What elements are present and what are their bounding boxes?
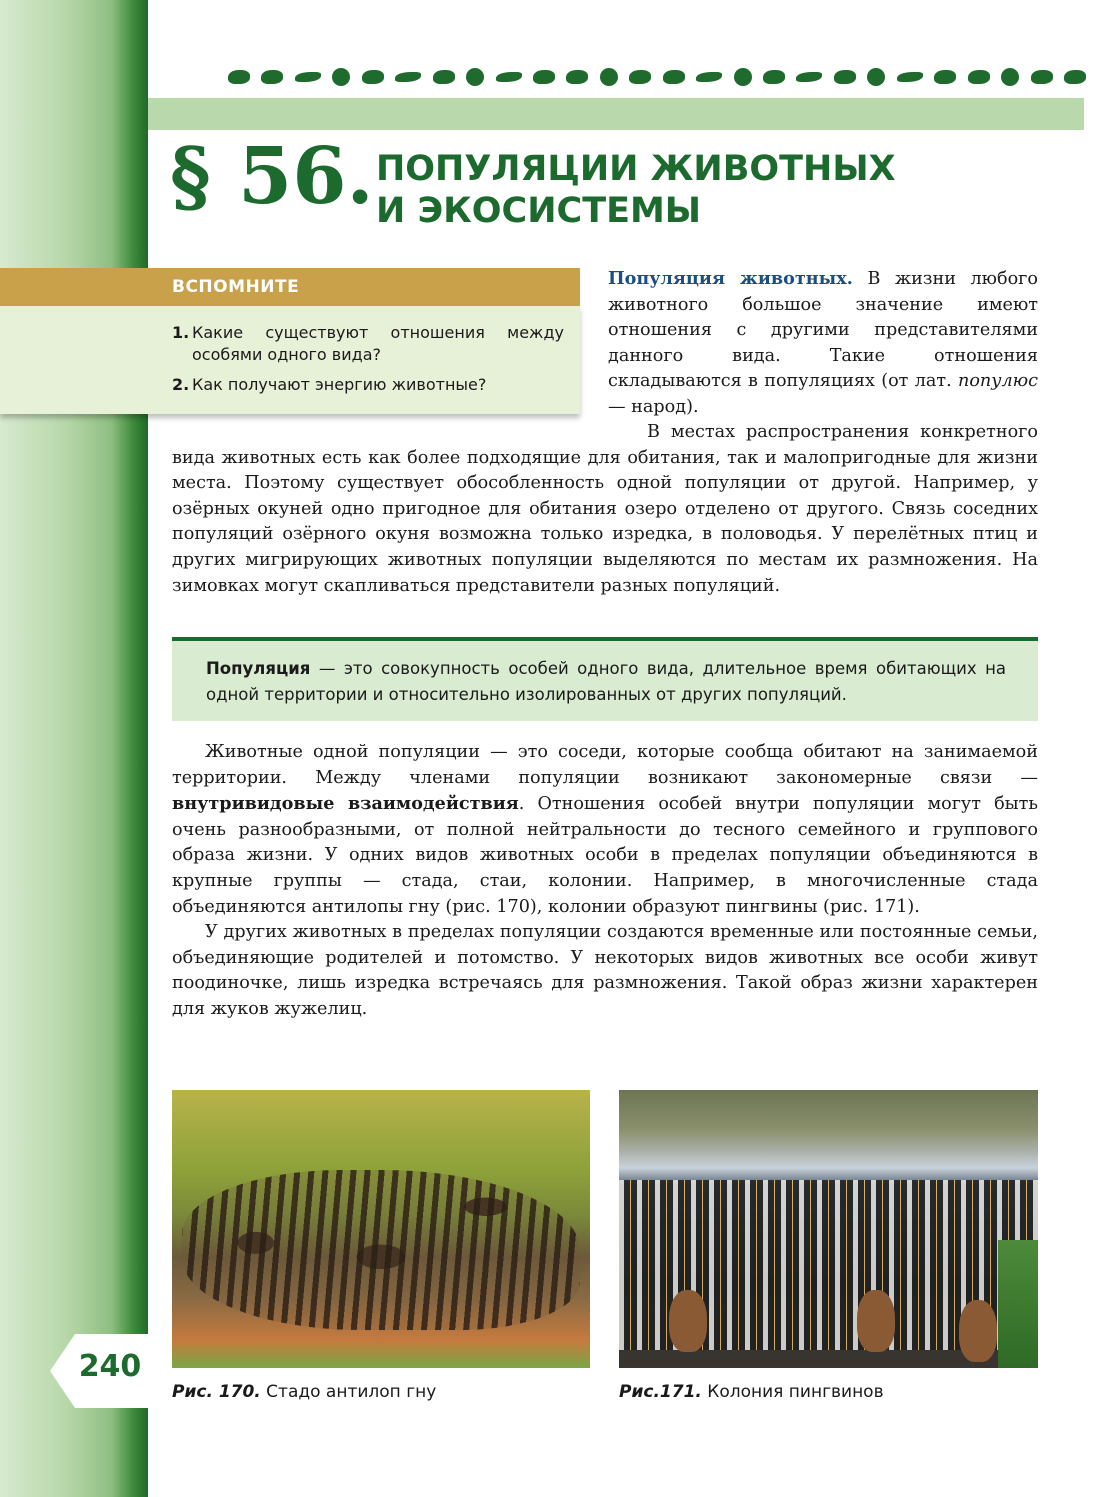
animal-icon: [600, 68, 618, 86]
section-lead: Популяция животных.: [608, 268, 853, 289]
body-paragraph-2: [172, 740, 1038, 1023]
animal-icon: [734, 68, 752, 86]
animal-icon: [663, 70, 685, 84]
animal-icon: [763, 70, 785, 84]
animal-icon: [466, 68, 484, 86]
page-title: [376, 148, 896, 232]
animal-icon: [566, 70, 588, 84]
body-paragraph-1: [172, 420, 1038, 599]
definition-text: — это совокупность особей одного вида, длительное время обитающих на одной территории и относительно изолированных от других популяций.: [206, 659, 1006, 704]
question-text: Какие существуют отношения между особями одного вида?: [192, 323, 564, 364]
figure-caption-171: [619, 1382, 884, 1402]
animal-icon: [834, 70, 856, 84]
latin-term: популюс: [957, 371, 1038, 392]
question-number: 1.: [172, 323, 190, 342]
penguin-chick-shape: [857, 1290, 895, 1352]
figure-caption-170: [172, 1382, 436, 1402]
definition-box: [172, 641, 1038, 721]
animal-icon: [261, 70, 283, 84]
animal-icon: [796, 72, 822, 82]
intro-text-end: — народ).: [608, 396, 699, 417]
penguin-chick-shape: [959, 1300, 997, 1362]
paragraph-number: § 56.: [170, 131, 374, 222]
animal-icon: [968, 70, 990, 84]
paragraph-text: В местах распространения конкретного вида животных есть как более подходящие для обитания, так и малопригодные для жизни места. Поэтому существует обособленность одной популяции от другой. Например, у озёрных окуней одно пригодное для обитания озеро отделено от другого. Связь соседних популяций озёрного окуня возможна только изредка, в половодья. У перелётных птиц и других мигрирующих животных популяции выделяются по местам их размножения. На зимовках могут скапливаться представители разных популяций.: [172, 422, 1038, 596]
intro-text: В жизни любого животного большое значение имеют отношения с другими представителями данного вида. Такие отношения складываются в популяциях (от лат.: [608, 269, 1038, 392]
key-term: внутривидовые взаимодействия: [172, 793, 519, 815]
paragraph-text-part: Животные одной популяции — это соседи, которые сообща обитают на занимаемой территории. Между членами популяции возникают закономерные связи —: [172, 742, 1038, 788]
title-line-2: И ЭКОСИСТЕМЫ: [376, 191, 702, 231]
animal-icon: [496, 72, 522, 82]
wildebeest-herd-photo: [172, 1090, 590, 1368]
intro-paragraph: [608, 266, 1038, 421]
animal-icon: [395, 72, 421, 82]
grass-shape: [998, 1240, 1038, 1368]
recall-question: [172, 374, 564, 396]
animal-icon: [1001, 68, 1019, 86]
header-bar: [148, 98, 1084, 130]
recall-box: [0, 306, 580, 414]
page-number: 240: [78, 1349, 142, 1384]
paragraph-text-part: . Отношения особей внутри популяции могут быть очень разнообразными, от полной нейтральности до тесного семейного и группового образа жизни. У одних видов животных особи в пределах популяции объединяются в крупные группы — стада, стаи, колонии. Например, в многочисленные стада объединяются антилопы гну (рис. 170), колонии образуют пингвины (рис. 171).: [172, 794, 1038, 917]
herd-shape: [182, 1170, 580, 1330]
penguin-colony-photo: [619, 1090, 1038, 1368]
animal-icon: [897, 72, 923, 82]
animal-icon: [533, 70, 555, 84]
animal-icon: [629, 70, 651, 84]
figure-caption-text: Стадо антилоп гну: [260, 1382, 437, 1402]
paragraph-text: У других животных в пределах популяции создаются временные или постоянные семьи, объединяющие родителей и потомство. У некоторых видов животных все особи живут поодиночке, лишь изредка встречаясь для размножения. Такой образ жизни характерен для жуков жужелиц.: [172, 922, 1038, 1019]
animal-silhouettes-decoration: [228, 62, 1086, 92]
penguin-chick-shape: [669, 1290, 707, 1352]
animal-icon: [332, 68, 350, 86]
figure-label: Рис. 170.: [172, 1382, 261, 1402]
recall-heading: ВСПОМНИТЕ: [0, 268, 580, 306]
left-margin-band: [0, 0, 148, 1497]
animal-icon: [1031, 70, 1053, 84]
recall-question: [172, 322, 564, 366]
paragraph-text: [172, 740, 1038, 920]
animal-icon: [696, 72, 722, 82]
animal-icon: [867, 68, 885, 86]
figure-label: Рис.171.: [619, 1382, 702, 1402]
question-number: 2.: [172, 375, 190, 394]
animal-icon: [228, 70, 250, 84]
animal-icon: [433, 70, 455, 84]
animal-icon: [1064, 70, 1086, 84]
definition-term: Популяция: [206, 659, 311, 678]
animal-icon: [362, 70, 384, 84]
title-line-1: ПОПУЛЯЦИИ ЖИВОТНЫХ: [376, 149, 896, 189]
figure-caption-text: Колония пингвинов: [701, 1382, 884, 1402]
question-text: Как получают энергию животные?: [192, 375, 487, 394]
animal-icon: [934, 70, 956, 84]
animal-icon: [295, 72, 321, 82]
